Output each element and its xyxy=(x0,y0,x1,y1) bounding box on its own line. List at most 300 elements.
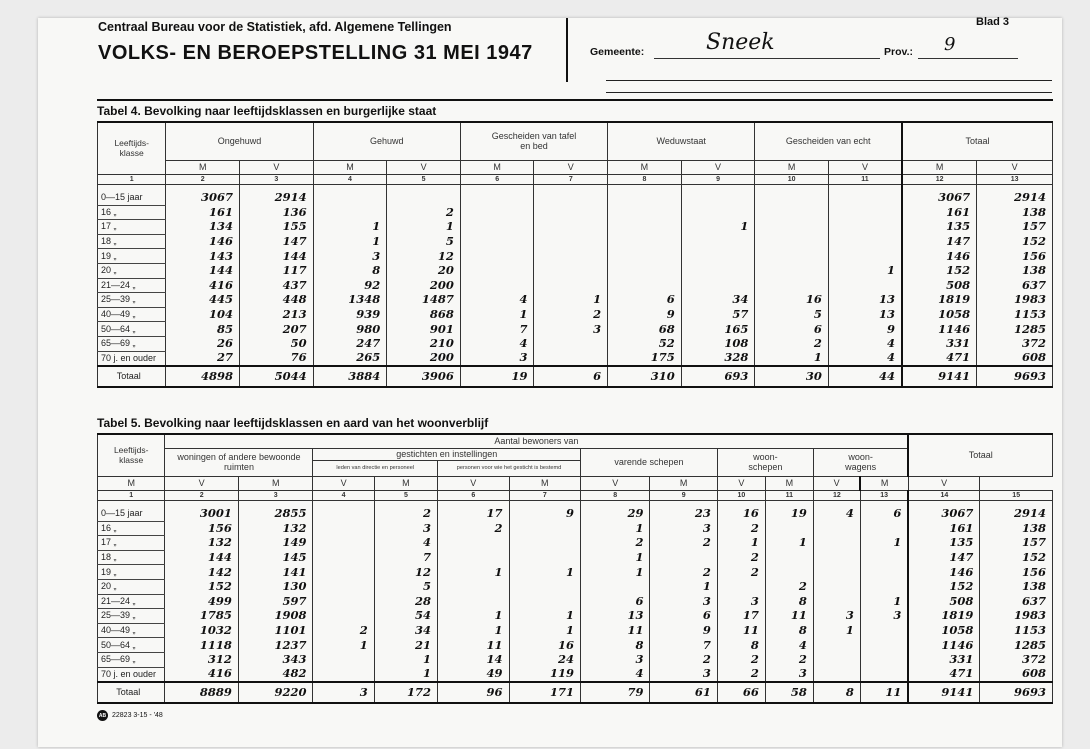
sex-header: V xyxy=(240,160,314,174)
table-row xyxy=(98,609,1053,624)
data-cell: 247 xyxy=(313,336,387,351)
data-cell: 200 xyxy=(387,351,461,366)
sex-header: M xyxy=(902,160,977,174)
data-cell: 54 xyxy=(374,609,437,624)
data-cell: 1 xyxy=(387,220,461,235)
data-cell xyxy=(509,550,580,565)
sex-header: V xyxy=(581,476,650,490)
data-cell: 1032 xyxy=(165,623,239,638)
data-cell: 29 xyxy=(581,507,650,522)
group-header: woon-schepen xyxy=(717,448,813,476)
gemeente-value: Sneek xyxy=(706,30,775,55)
table-row xyxy=(98,191,1053,206)
data-cell xyxy=(755,220,829,235)
total-cell: 3884 xyxy=(313,366,387,387)
total-cell: 9693 xyxy=(977,366,1053,387)
data-cell: 2914 xyxy=(240,191,314,206)
data-cell: 265 xyxy=(313,351,387,366)
data-cell xyxy=(534,351,608,366)
data-cell: 165 xyxy=(681,322,755,337)
data-cell: 3 xyxy=(374,521,437,536)
data-cell: 147 xyxy=(902,234,977,249)
data-cell xyxy=(765,521,813,536)
age-class-label: 19 „ xyxy=(98,565,165,580)
data-cell: 1237 xyxy=(238,638,313,653)
data-cell: 1908 xyxy=(238,609,313,624)
total-cell: 8889 xyxy=(165,682,239,703)
total-row xyxy=(98,366,1053,387)
data-cell: 68 xyxy=(608,322,682,337)
data-cell: 207 xyxy=(240,322,314,337)
data-cell: 1819 xyxy=(908,609,979,624)
data-cell: 6 xyxy=(650,609,717,624)
data-cell: 2 xyxy=(374,507,437,522)
table5 xyxy=(97,433,1053,704)
table-row xyxy=(98,307,1053,322)
data-cell xyxy=(755,234,829,249)
data-cell: 20 xyxy=(387,263,461,278)
data-cell xyxy=(534,263,608,278)
data-cell xyxy=(765,550,813,565)
age-class-label: 17 „ xyxy=(98,220,166,235)
data-cell: 1 xyxy=(313,234,387,249)
data-cell xyxy=(755,191,829,206)
data-cell: 132 xyxy=(165,536,239,551)
group-header: woningen of andere bewoonde ruimten xyxy=(165,448,313,476)
data-cell: 2 xyxy=(650,652,717,667)
table-row xyxy=(98,507,1053,522)
data-cell xyxy=(608,249,682,264)
data-cell xyxy=(460,234,534,249)
data-cell xyxy=(717,579,765,594)
data-cell: 6 xyxy=(608,293,682,308)
data-cell: 2 xyxy=(438,521,509,536)
sex-header: M xyxy=(374,476,437,490)
data-cell: 331 xyxy=(908,652,979,667)
data-cell: 34 xyxy=(374,623,437,638)
column-number: 10 xyxy=(717,490,765,500)
data-cell: 1819 xyxy=(902,293,977,308)
data-cell xyxy=(813,638,860,653)
data-cell xyxy=(813,594,860,609)
header-rule xyxy=(606,92,1052,93)
table-row xyxy=(98,336,1053,351)
table-row xyxy=(98,565,1053,580)
data-cell xyxy=(460,220,534,235)
data-cell xyxy=(681,205,755,220)
age-class-header: Leeftijds-klasse xyxy=(98,122,166,174)
data-cell: 1 xyxy=(313,638,374,653)
sub-group-header: leden van directie en personeel xyxy=(313,460,438,476)
data-cell xyxy=(509,579,580,594)
total-cell: 9141 xyxy=(908,682,979,703)
age-class-label: 70 j. en ouder xyxy=(98,351,166,366)
data-cell xyxy=(608,191,682,206)
data-cell: 8 xyxy=(765,623,813,638)
data-cell xyxy=(828,278,902,293)
data-cell: 1983 xyxy=(977,293,1053,308)
data-cell: 1 xyxy=(813,623,860,638)
age-class-label: 16 „ xyxy=(98,205,166,220)
age-class-label: 17 „ xyxy=(98,536,165,551)
data-cell xyxy=(313,579,374,594)
data-cell: 980 xyxy=(313,322,387,337)
prov-label: Prov.: xyxy=(884,46,913,58)
data-cell xyxy=(755,278,829,293)
column-number: 2 xyxy=(165,490,239,500)
data-cell: 1 xyxy=(374,667,437,682)
data-cell: 11 xyxy=(717,623,765,638)
data-cell: 3 xyxy=(460,351,534,366)
data-cell xyxy=(681,278,755,293)
data-cell: 1348 xyxy=(313,293,387,308)
data-cell: 1785 xyxy=(165,609,239,624)
data-cell: 4 xyxy=(813,507,860,522)
data-cell: 1 xyxy=(765,536,813,551)
data-cell: 8 xyxy=(717,638,765,653)
data-cell: 6 xyxy=(860,507,908,522)
data-cell: 312 xyxy=(165,652,239,667)
column-number: 12 xyxy=(813,490,860,500)
column-number: 11 xyxy=(765,490,813,500)
data-cell: 104 xyxy=(166,307,240,322)
data-cell: 152 xyxy=(980,550,1053,565)
table-row xyxy=(98,536,1053,551)
data-cell xyxy=(608,205,682,220)
data-cell: 152 xyxy=(908,579,979,594)
data-cell xyxy=(534,205,608,220)
data-cell: 152 xyxy=(977,234,1053,249)
table-row xyxy=(98,667,1053,682)
data-cell: 11 xyxy=(765,609,813,624)
column-number: 7 xyxy=(509,490,580,500)
data-cell: 2 xyxy=(717,667,765,682)
data-cell: 155 xyxy=(240,220,314,235)
data-cell: 3 xyxy=(813,609,860,624)
group-header: Gescheiden van echt xyxy=(755,122,902,160)
total-cell: 171 xyxy=(509,682,580,703)
total-row xyxy=(98,682,1053,703)
data-cell xyxy=(681,249,755,264)
data-cell: 4 xyxy=(460,336,534,351)
data-cell: 2914 xyxy=(980,507,1053,522)
data-cell: 156 xyxy=(165,521,239,536)
data-cell xyxy=(460,249,534,264)
sex-header: M xyxy=(765,476,813,490)
age-class-label: 21—24 „ xyxy=(98,278,166,293)
data-cell: 17 xyxy=(438,507,509,522)
total-cell: 4898 xyxy=(166,366,240,387)
table-row xyxy=(98,623,1053,638)
prov-value: 9 xyxy=(944,34,956,55)
data-cell: 161 xyxy=(908,521,979,536)
data-cell: 2 xyxy=(717,550,765,565)
data-cell: 156 xyxy=(977,249,1053,264)
form-number-text: 22823 3-15 - '48 xyxy=(112,712,163,719)
data-cell: 119 xyxy=(509,667,580,682)
data-cell: 3 xyxy=(860,609,908,624)
prov-line xyxy=(918,58,1018,59)
data-cell: 210 xyxy=(387,336,461,351)
data-cell: 149 xyxy=(238,536,313,551)
table-row xyxy=(98,521,1053,536)
data-cell: 448 xyxy=(240,293,314,308)
data-cell: 147 xyxy=(908,550,979,565)
data-cell: 1487 xyxy=(387,293,461,308)
data-cell: 26 xyxy=(166,336,240,351)
data-cell: 9 xyxy=(509,507,580,522)
data-cell: 471 xyxy=(908,667,979,682)
total-cell: 8 xyxy=(813,682,860,703)
sex-header: M xyxy=(509,476,580,490)
data-cell xyxy=(860,550,908,565)
data-cell: 13 xyxy=(828,307,902,322)
data-cell: 16 xyxy=(717,507,765,522)
data-cell: 3 xyxy=(313,249,387,264)
data-cell xyxy=(534,191,608,206)
data-cell: 372 xyxy=(980,652,1053,667)
column-number: 8 xyxy=(581,490,650,500)
data-cell: 2855 xyxy=(238,507,313,522)
table-row xyxy=(98,594,1053,609)
data-cell xyxy=(313,609,374,624)
data-cell xyxy=(509,594,580,609)
data-cell: 152 xyxy=(165,579,239,594)
data-cell: 4 xyxy=(828,336,902,351)
data-cell: 108 xyxy=(681,336,755,351)
data-cell xyxy=(509,521,580,536)
group-header: varende schepen xyxy=(581,448,718,476)
data-cell xyxy=(313,565,374,580)
data-cell: 2 xyxy=(650,565,717,580)
data-cell xyxy=(681,191,755,206)
data-cell: 1285 xyxy=(980,638,1053,653)
data-cell: 3 xyxy=(650,667,717,682)
data-cell: 138 xyxy=(977,263,1053,278)
column-number: 1 xyxy=(98,490,165,500)
age-class-label: 65—69 „ xyxy=(98,652,165,667)
data-cell xyxy=(313,507,374,522)
data-cell xyxy=(755,249,829,264)
sheet-number: Blad 3 xyxy=(976,16,1010,28)
data-cell: 343 xyxy=(238,652,313,667)
data-cell xyxy=(813,579,860,594)
data-cell: 12 xyxy=(374,565,437,580)
sex-header: V xyxy=(813,476,860,490)
data-cell: 3067 xyxy=(166,191,240,206)
data-cell: 499 xyxy=(165,594,239,609)
data-cell xyxy=(860,652,908,667)
organization-name: Centraal Bureau voor de Statistiek, afd. Algemene Tellingen xyxy=(98,20,452,34)
data-cell xyxy=(313,667,374,682)
data-cell: 328 xyxy=(681,351,755,366)
data-cell: 135 xyxy=(908,536,979,551)
data-cell: 2 xyxy=(534,307,608,322)
data-cell: 2 xyxy=(650,536,717,551)
data-cell xyxy=(581,579,650,594)
data-cell: 4 xyxy=(460,293,534,308)
total-cell: 11 xyxy=(860,682,908,703)
sex-header: M xyxy=(755,160,829,174)
data-cell: 49 xyxy=(438,667,509,682)
age-class-label: 40—49 „ xyxy=(98,307,166,322)
data-cell xyxy=(608,234,682,249)
data-cell: 141 xyxy=(238,565,313,580)
sex-header: V xyxy=(681,160,755,174)
column-number: 6 xyxy=(438,490,509,500)
data-cell: 9 xyxy=(828,322,902,337)
column-number: 14 xyxy=(908,490,979,500)
table-row xyxy=(98,278,1053,293)
column-number: 7 xyxy=(534,174,608,184)
data-cell: 143 xyxy=(166,249,240,264)
column-number: 12 xyxy=(902,174,977,184)
data-cell: 608 xyxy=(977,351,1053,366)
table-row xyxy=(98,652,1053,667)
data-cell: 597 xyxy=(238,594,313,609)
data-cell: 1146 xyxy=(902,322,977,337)
data-cell: 27 xyxy=(166,351,240,366)
data-cell: 1 xyxy=(438,565,509,580)
data-cell: 156 xyxy=(980,565,1053,580)
data-cell: 1 xyxy=(509,609,580,624)
data-cell: 1 xyxy=(860,594,908,609)
data-cell: 132 xyxy=(238,521,313,536)
data-cell: 1983 xyxy=(980,609,1053,624)
data-cell: 213 xyxy=(240,307,314,322)
data-cell: 939 xyxy=(313,307,387,322)
data-cell: 17 xyxy=(717,609,765,624)
age-class-label: 18 „ xyxy=(98,550,165,565)
age-class-label: 20 „ xyxy=(98,579,165,594)
data-cell: 138 xyxy=(977,205,1053,220)
data-cell xyxy=(313,205,387,220)
data-cell: 7 xyxy=(650,638,717,653)
data-cell xyxy=(608,263,682,278)
data-cell: 16 xyxy=(755,293,829,308)
table-row xyxy=(98,322,1053,337)
data-cell: 57 xyxy=(681,307,755,322)
data-cell: 4 xyxy=(581,667,650,682)
total-cell: 61 xyxy=(650,682,717,703)
data-cell xyxy=(313,550,374,565)
total-cell: 9693 xyxy=(980,682,1053,703)
data-cell xyxy=(534,249,608,264)
data-cell xyxy=(681,263,755,278)
sex-header: V xyxy=(534,160,608,174)
data-cell xyxy=(860,521,908,536)
data-cell: 145 xyxy=(238,550,313,565)
data-cell xyxy=(860,638,908,653)
data-cell: 2 xyxy=(313,623,374,638)
data-cell: 2 xyxy=(755,336,829,351)
data-cell: 1285 xyxy=(977,322,1053,337)
data-cell: 901 xyxy=(387,322,461,337)
page-title: VOLKS- EN BEROEPSTELLING 31 MEI 1947 xyxy=(98,42,533,64)
data-cell: 147 xyxy=(240,234,314,249)
data-cell: 24 xyxy=(509,652,580,667)
data-cell xyxy=(438,536,509,551)
total-cell: 3906 xyxy=(387,366,461,387)
data-cell: 331 xyxy=(902,336,977,351)
data-cell xyxy=(755,263,829,278)
data-cell xyxy=(460,205,534,220)
data-cell: 146 xyxy=(902,249,977,264)
data-cell xyxy=(387,191,461,206)
group-header: gestichten en instellingen xyxy=(313,448,581,460)
data-cell: 1 xyxy=(717,536,765,551)
table-row xyxy=(98,351,1053,366)
top-group-header: Aantal bewoners van xyxy=(165,434,909,448)
data-cell: 1 xyxy=(650,579,717,594)
data-cell xyxy=(438,579,509,594)
data-cell xyxy=(681,234,755,249)
group-header: Weduwstaat xyxy=(608,122,755,160)
sex-header: V xyxy=(977,160,1053,174)
data-cell xyxy=(534,234,608,249)
data-cell xyxy=(313,652,374,667)
data-cell: 416 xyxy=(166,278,240,293)
age-class-label: 65—69 „ xyxy=(98,336,166,351)
data-cell xyxy=(813,652,860,667)
table-row xyxy=(98,638,1053,653)
total-cell: 3 xyxy=(313,682,374,703)
total-cell: 5044 xyxy=(240,366,314,387)
data-cell: 3 xyxy=(581,652,650,667)
data-cell: 1 xyxy=(509,623,580,638)
data-cell: 144 xyxy=(166,263,240,278)
table-row xyxy=(98,249,1053,264)
data-cell xyxy=(828,191,902,206)
sex-header: M xyxy=(238,476,313,490)
group-header: woon-wagens xyxy=(813,448,908,476)
table-row xyxy=(98,293,1053,308)
age-class-label: 19 „ xyxy=(98,249,166,264)
data-cell: 157 xyxy=(980,536,1053,551)
data-cell: 1 xyxy=(860,536,908,551)
total-cell: 310 xyxy=(608,366,682,387)
sex-header: M xyxy=(166,160,240,174)
column-number: 9 xyxy=(650,490,717,500)
form-number xyxy=(97,710,163,721)
age-class-header: Leeftijds-klasse xyxy=(98,434,165,476)
data-cell: 161 xyxy=(902,205,977,220)
data-cell xyxy=(828,249,902,264)
data-cell: 3 xyxy=(650,594,717,609)
data-cell: 52 xyxy=(608,336,682,351)
sex-header: M xyxy=(650,476,717,490)
data-cell: 157 xyxy=(977,220,1053,235)
data-cell: 471 xyxy=(902,351,977,366)
data-cell: 5 xyxy=(387,234,461,249)
data-cell: 7 xyxy=(374,550,437,565)
data-cell: 76 xyxy=(240,351,314,366)
data-cell: 1 xyxy=(438,623,509,638)
data-cell xyxy=(313,191,387,206)
table-row xyxy=(98,263,1053,278)
data-cell: 1 xyxy=(509,565,580,580)
column-number: 1 xyxy=(98,174,166,184)
data-cell: 637 xyxy=(980,594,1053,609)
data-cell: 21 xyxy=(374,638,437,653)
data-cell: 508 xyxy=(908,594,979,609)
data-cell: 4 xyxy=(828,351,902,366)
sex-header: V xyxy=(438,476,509,490)
data-cell: 200 xyxy=(387,278,461,293)
data-cell: 4 xyxy=(374,536,437,551)
data-cell: 8 xyxy=(765,594,813,609)
data-cell: 11 xyxy=(581,623,650,638)
